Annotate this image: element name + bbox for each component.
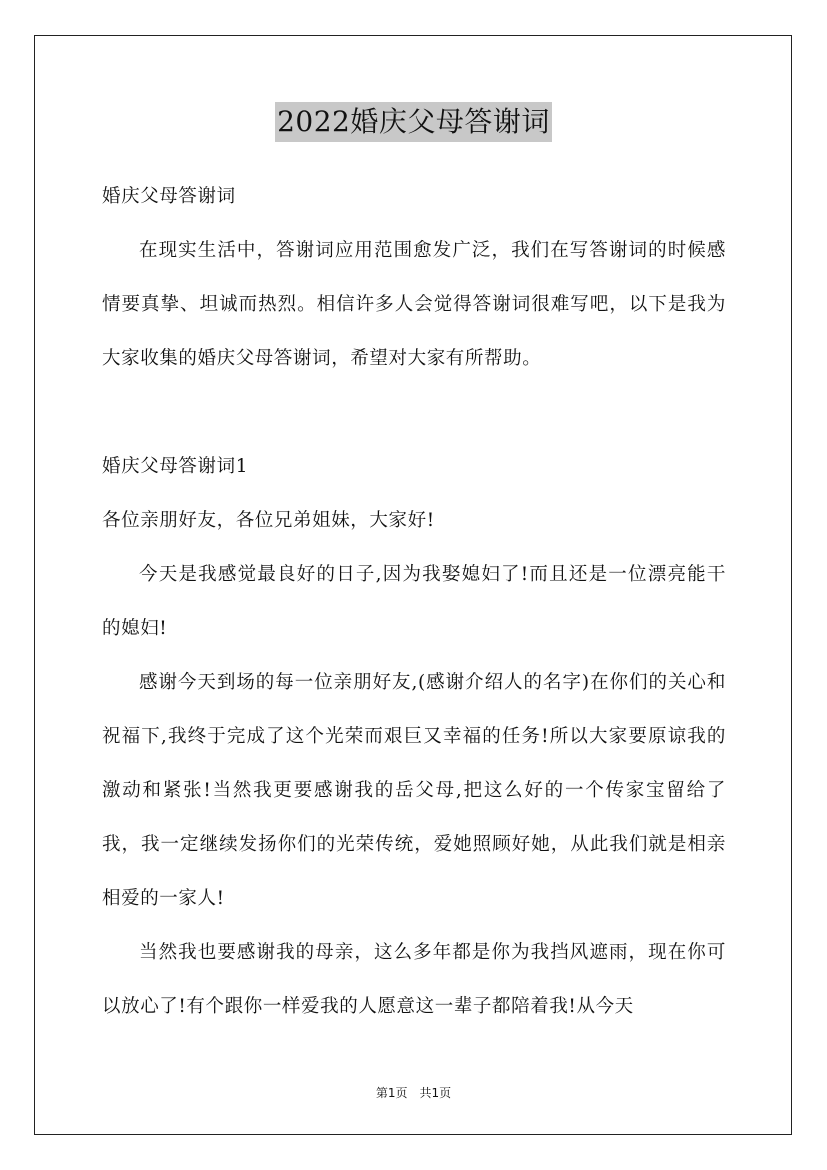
document-body xyxy=(102,170,726,1034)
intro-paragraph: 在现实生活中，答谢词应用范围愈发广泛，我们在写答谢词的时候感情要真挚、坦诚而热烈。相信许多人会觉得答谢词很难写吧，以下是我为大家收集的婚庆父母答谢词，希望对大家有所帮助。 xyxy=(102,240,726,369)
title-area xyxy=(0,102,827,142)
greeting: 各位亲朋好友，各位兄弟姐妹，大家好! xyxy=(102,510,435,531)
body-paragraph-1: 今天是我感觉最良好的日子,因为我娶媳妇了!而且还是一位漂亮能干的媳妇! xyxy=(102,564,726,639)
body-paragraph-3: 当然我也要感谢我的母亲，这么多年都是你为我挡风遮雨，现在你可以放心了!有个跟你一样爱我的人愿意这一辈子都陪着我!从今天 xyxy=(102,942,726,1017)
subtitle: 婚庆父母答谢词 xyxy=(102,186,236,207)
document-title: 2022婚庆父母答谢词 xyxy=(275,102,552,142)
page-footer: 第1页 共1页 xyxy=(375,1086,452,1100)
body-paragraph-2: 感谢今天到场的每一位亲朋好友,(感谢介绍人的名字)在你们的关心和祝福下,我终于完成了这个光荣而艰巨又幸福的任务!所以大家要原谅我的激动和紧张!当然我更要感谢我的岳父母,把这么好的一个传家宝留给了我，我一定继续发扬你们的光荣传统，爱她照顾好她，从此我们就是相亲相爱的一家人! xyxy=(102,672,726,909)
section-heading: 婚庆父母答谢词1 xyxy=(102,456,249,477)
blank-line xyxy=(102,386,726,440)
